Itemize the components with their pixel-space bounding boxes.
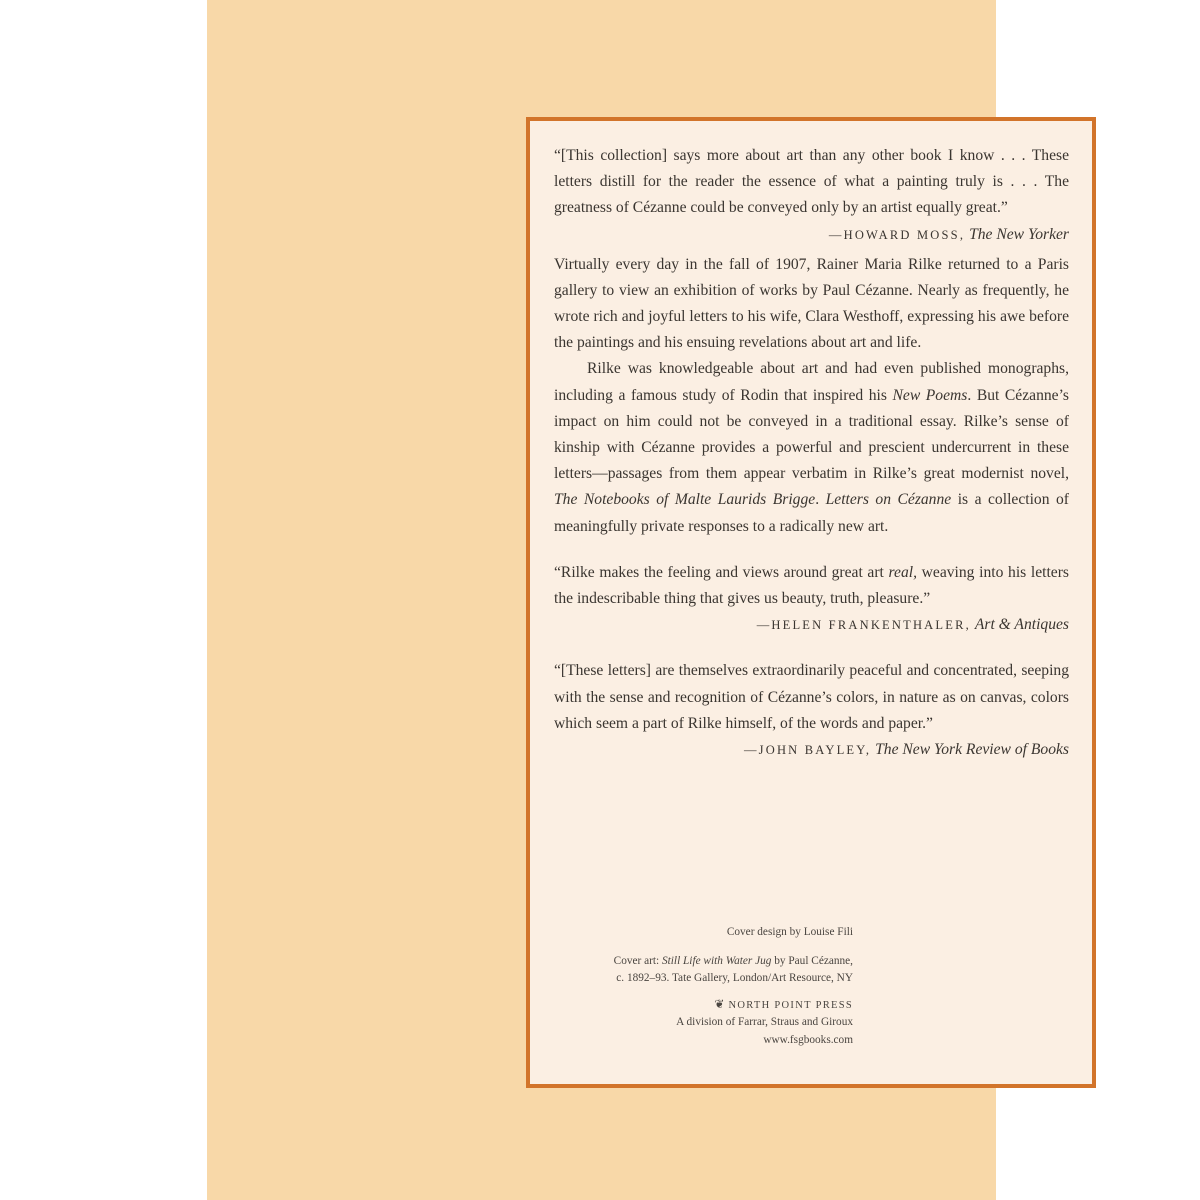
- north-point-press-logo-icon: ❦: [714, 996, 725, 1011]
- paragraph-text: is a collection of meaningfully private responses to a radically new art.: [554, 491, 1069, 535]
- paragraph-text: .: [815, 491, 820, 509]
- review-quote-howard-moss: [554, 143, 1069, 243]
- book-back-cover: [207, 0, 1069, 1200]
- title-notebooks: The Notebooks of Malte Laurids Brigge: [554, 491, 816, 509]
- quote-attribution: [554, 737, 1069, 763]
- attribution-source: The New Yorker: [969, 225, 1069, 243]
- text-panel: [526, 117, 1096, 1088]
- attribution-name: —HELEN FRANKENTHALER,: [756, 618, 971, 633]
- cover-art-credit-line-2: c. 1892–93. Tate Gallery, London/Art Resource, NY: [616, 972, 853, 984]
- panel-content: [554, 143, 1069, 763]
- cover-design-credit: Cover design by Louise Fili: [726, 926, 853, 938]
- publisher-name: NORTH POINT PRESS: [728, 999, 853, 1011]
- paragraph-text: Rilke was knowledgeable about art and had even published monographs, including a famous study of Rodin that inspired his: [554, 360, 1069, 404]
- credits-block: [530, 924, 853, 1049]
- credit-text: by Paul Cézanne,: [774, 954, 853, 967]
- quote-text: [554, 560, 1069, 612]
- attribution-source: Art & Antiques: [974, 616, 1069, 634]
- review-quote-helen-frankenthaler: [554, 560, 1069, 639]
- description-paragraph-1: Virtually every day in the fall of 1907, Rainer Maria Rilke returned to a Paris gallery to view an exhibition of works by Paul Cézanne. Nearly as frequently, he wrote rich and joyful letters to his wife, Clara Westhoff, expressing his awe before the paintings and his ensuing revelations about art and life.: [554, 255, 1069, 352]
- review-quote-john-bayley: [554, 658, 1069, 763]
- attribution-source: The New York Review of Books: [875, 741, 1069, 759]
- quote-text: “[This collection] says more about art than any other book I know . . . These letters distill for the reader the essence of what a painting truly is . . . The greatness of Cézanne could be conveyed only by an artist equally great.”: [554, 147, 1069, 217]
- quote-attribution: [554, 612, 1069, 638]
- title-new-poems: New Poems: [892, 386, 968, 404]
- artwork-title: Still Life with Water Jug: [662, 954, 772, 967]
- attribution-name: —HOWARD MOSS,: [828, 227, 966, 242]
- title-letters-on-cezanne: Letters on Cézanne: [825, 491, 952, 509]
- paragraph-text: . But Cézanne’s impact on him could not be conveyed in a traditional essay. Rilke’s sense of kinship with Cézanne provides a powerful and prescient undercurrent in these letters—passages from them appear verbatim in Rilke’s great modernist novel,: [554, 386, 1069, 483]
- quote-attribution: [829, 222, 1069, 248]
- quote-text-part: “Rilke makes the feeling and views around great art: [554, 563, 884, 581]
- publisher-website: www.fsgbooks.com: [763, 1033, 853, 1046]
- book-description: [554, 252, 1069, 540]
- quote-text-part: weaving into his letters the indescribable thing that gives us beauty, truth, pleasure.”: [554, 563, 1069, 608]
- quote-emphasis: real,: [888, 563, 917, 581]
- publisher-division: A division of Farrar, Straus and Giroux: [676, 1016, 853, 1028]
- cover-art-credit: [530, 953, 853, 971]
- credit-text: Cover art:: [613, 954, 660, 967]
- attribution-name: —JOHN BAYLEY,: [743, 743, 872, 758]
- publisher-line: [530, 996, 853, 1015]
- quote-text: “[These letters] are themselves extraordinarily peaceful and concentrated, seeping with the sense and recognition of Cézanne’s colors, in nature as on canvas, colors which seem a part of Rilke himself, of the words and paper.”: [554, 662, 1069, 732]
- description-paragraph-2: [554, 356, 1069, 539]
